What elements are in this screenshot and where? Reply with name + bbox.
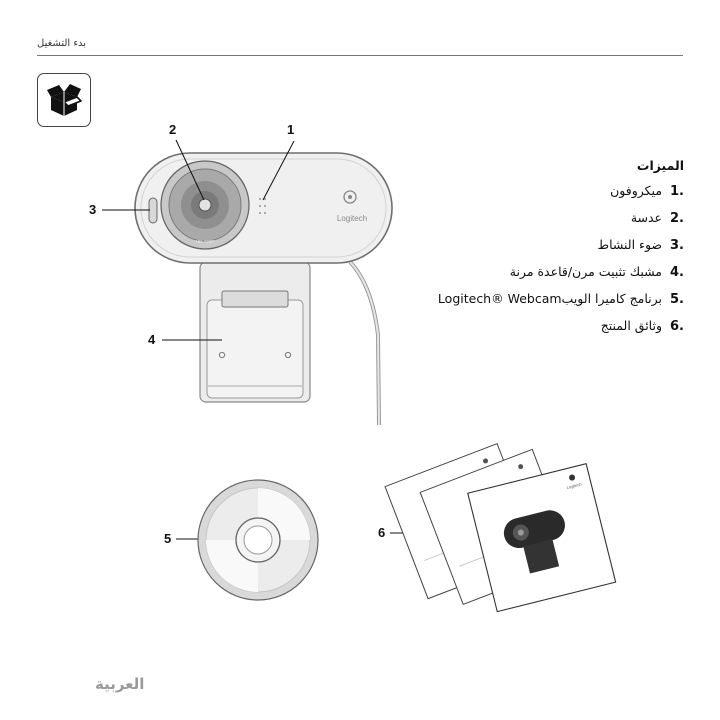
feature-item (404, 318, 684, 345)
feature-label: وثائق المنتج (600, 318, 663, 333)
product-documentation (385, 444, 616, 612)
callout-1: 1 (287, 122, 295, 137)
language-label: العربية (95, 675, 145, 693)
webcam-brand-text: Logitech (336, 214, 368, 223)
activity-light (149, 198, 157, 223)
feature-number: 6. (670, 319, 684, 334)
feature-number: 1. (670, 184, 684, 199)
feature-number: 3. (670, 238, 684, 253)
callout-4: 4 (148, 332, 156, 347)
features-list (404, 158, 684, 345)
callout-6: 6 (378, 525, 386, 540)
feature-number: 4. (670, 265, 684, 280)
feature-label-latin: Logitech® Webcam (437, 291, 562, 306)
feature-item (404, 264, 684, 291)
feature-item (404, 210, 684, 237)
callout-2: 2 (169, 122, 177, 137)
doc-brand-text: Logitech (566, 481, 583, 491)
feature-item (404, 237, 684, 264)
usb-cable (350, 262, 379, 425)
callout-3: 3 (89, 202, 97, 217)
feature-label: مشبك تثبيت مرن/قاعدة مرنة (509, 264, 663, 279)
feature-label: ميكروفون (610, 183, 663, 198)
feature-item (404, 291, 684, 318)
features-title: الميزات (636, 158, 684, 173)
feature-label: ضوء النشاط (597, 237, 663, 252)
flexible-clip-base (200, 262, 310, 402)
feature-label: برنامج كاميرا الويب (561, 291, 663, 306)
section-title: بدء التشغيل (37, 38, 87, 49)
feature-number: 5. (670, 292, 684, 307)
feature-number: 2. (670, 211, 684, 226)
feature-item (404, 183, 684, 210)
software-cd (198, 480, 318, 600)
callout-5: 5 (164, 531, 172, 546)
feature-label: عدسة (630, 210, 663, 225)
webcam-lens (161, 161, 249, 249)
lens-label: HD 720P (195, 239, 215, 244)
